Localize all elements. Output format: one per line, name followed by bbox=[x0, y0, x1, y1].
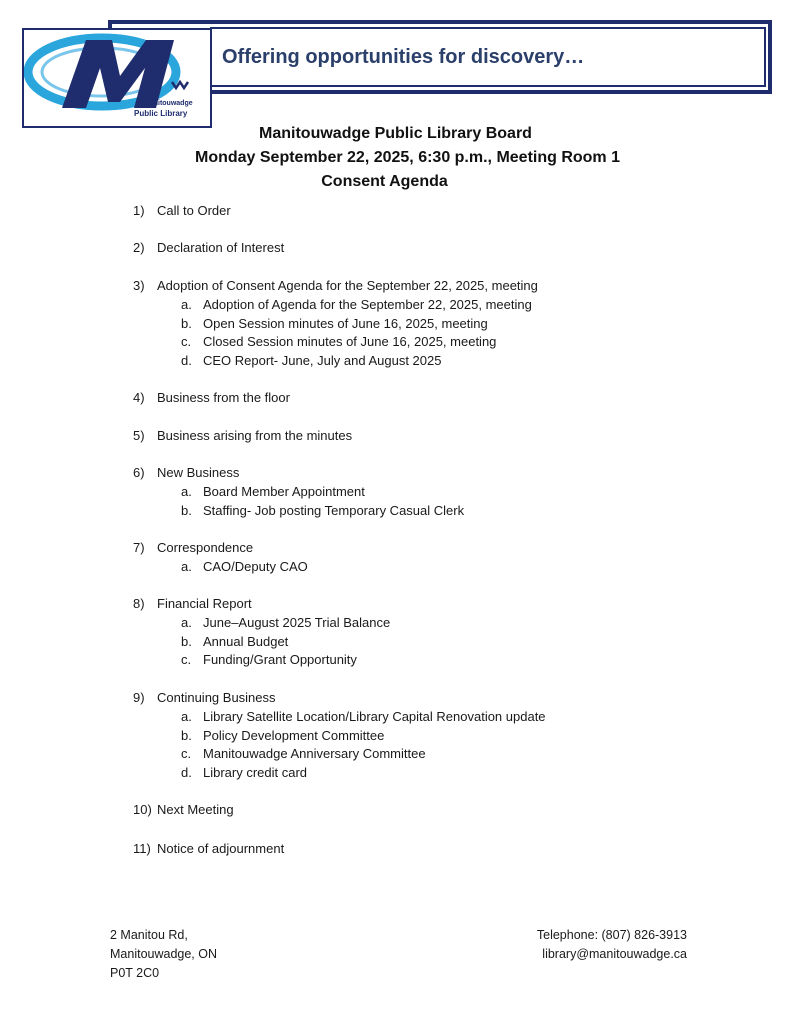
agenda-subitem-text: Library credit card bbox=[203, 765, 308, 781]
agenda-item-number: 9) bbox=[133, 690, 145, 705]
agenda-subitem-text: Closed Session minutes of June 16, 2025, meeting bbox=[203, 334, 497, 350]
agenda-subitem-text: Funding/Grant Opportunity bbox=[203, 652, 357, 668]
agenda-subitem-letter: c. bbox=[181, 334, 192, 350]
footer-address bbox=[110, 926, 217, 983]
board-title: Manitouwadge Public Library Board bbox=[259, 125, 532, 142]
agenda-subitem-text: Open Session minutes of June 16, 2025, meeting bbox=[203, 315, 488, 331]
agenda-item-number: 11) bbox=[133, 841, 151, 856]
agenda-subitem-letter: a. bbox=[181, 614, 192, 630]
agenda-item-text: Declaration of Interest bbox=[157, 240, 285, 255]
email: library@manitouwadge.ca bbox=[542, 947, 687, 961]
agenda-item-number: 6) bbox=[133, 465, 145, 480]
logo-line-1: Manitouwadge bbox=[144, 100, 193, 107]
agenda-item-text: Correspondence bbox=[157, 540, 254, 555]
agenda-item-number: 2) bbox=[133, 240, 145, 255]
agenda-subitem-text: Board Member Appointment bbox=[203, 483, 365, 499]
agenda-item-number: 1) bbox=[133, 203, 145, 218]
agenda-subitem-text: Policy Development Committee bbox=[203, 727, 385, 743]
agenda-item-text: Business from the floor bbox=[157, 390, 290, 405]
agenda-subitem-letter: a. bbox=[181, 708, 192, 724]
agenda-subitem-text: CEO Report- June, July and August 2025 bbox=[203, 353, 442, 369]
address-line: P0T 2C0 bbox=[110, 966, 160, 980]
agenda-item-text: Business arising from the minutes bbox=[157, 428, 353, 443]
agenda-subitem-text: June–August 2025 Trial Balance bbox=[203, 614, 391, 630]
address-line: 2 Manitou Rd, bbox=[110, 928, 188, 942]
agenda-subitem-letter: d. bbox=[181, 765, 192, 781]
agenda-subitem-text: Library Satellite Location/Library Capital Renovation update bbox=[203, 708, 546, 724]
agenda-subitem-letter: b. bbox=[181, 633, 192, 649]
agenda-item-text: Next Meeting bbox=[157, 802, 234, 817]
library-logo bbox=[22, 28, 212, 128]
agenda-item-text: Continuing Business bbox=[157, 690, 276, 705]
agenda-subitem-text: Adoption of Agenda for the September 22, 2025, meeting bbox=[203, 296, 532, 312]
agenda-subitem-text: Annual Budget bbox=[203, 633, 289, 649]
agenda-subitem-letter: a. bbox=[181, 483, 192, 499]
footer-contact bbox=[537, 926, 687, 964]
agenda-subitem-letter: a. bbox=[181, 558, 192, 574]
agenda-title: Consent Agenda bbox=[321, 173, 448, 190]
agenda-item-text: Financial Report bbox=[157, 596, 252, 611]
agenda-item-text: New Business bbox=[157, 465, 240, 480]
agenda-item-text: Call to Order bbox=[157, 203, 231, 218]
agenda-item-number: 4) bbox=[133, 390, 145, 405]
agenda-item-number: 3) bbox=[133, 278, 145, 293]
telephone: Telephone: (807) 826-3913 bbox=[536, 928, 687, 942]
agenda-item-number: 10) bbox=[133, 802, 152, 817]
tagline: Offering opportunities for discovery… bbox=[222, 46, 585, 68]
agenda-subitem-letter: a. bbox=[181, 296, 192, 312]
address-line: Manitouwadge, ON bbox=[110, 947, 218, 961]
agenda-subitem-text: CAO/Deputy CAO bbox=[203, 558, 308, 574]
meeting-title: Monday September 22, 2025, 6:30 p.m., Meeting Room 1 bbox=[194, 149, 620, 166]
agenda-subitem-letter: d. bbox=[181, 353, 192, 369]
agenda-subitem-letter: c. bbox=[181, 746, 192, 762]
logo-line-2: Public Library bbox=[134, 109, 188, 118]
agenda-subitem-text: Staffing- Job posting Temporary Casual Clerk bbox=[203, 502, 465, 518]
agenda-item-number: 7) bbox=[133, 540, 145, 555]
agenda-subitem-text: Manitouwadge Anniversary Committee bbox=[203, 746, 426, 762]
agenda-item-text: Adoption of Consent Agenda for the September 22, 2025, meeting bbox=[157, 278, 538, 293]
agenda-item-text: Notice of adjournment bbox=[157, 841, 285, 856]
agenda-item-number: 8) bbox=[133, 596, 145, 611]
agenda-item-number: 5) bbox=[133, 428, 145, 443]
agenda-subitem-letter: b. bbox=[181, 502, 192, 518]
agenda-subitem-letter: b. bbox=[181, 315, 192, 331]
agenda-subitem-letter: b. bbox=[181, 727, 192, 743]
agenda-subitem-letter: c. bbox=[181, 652, 192, 668]
